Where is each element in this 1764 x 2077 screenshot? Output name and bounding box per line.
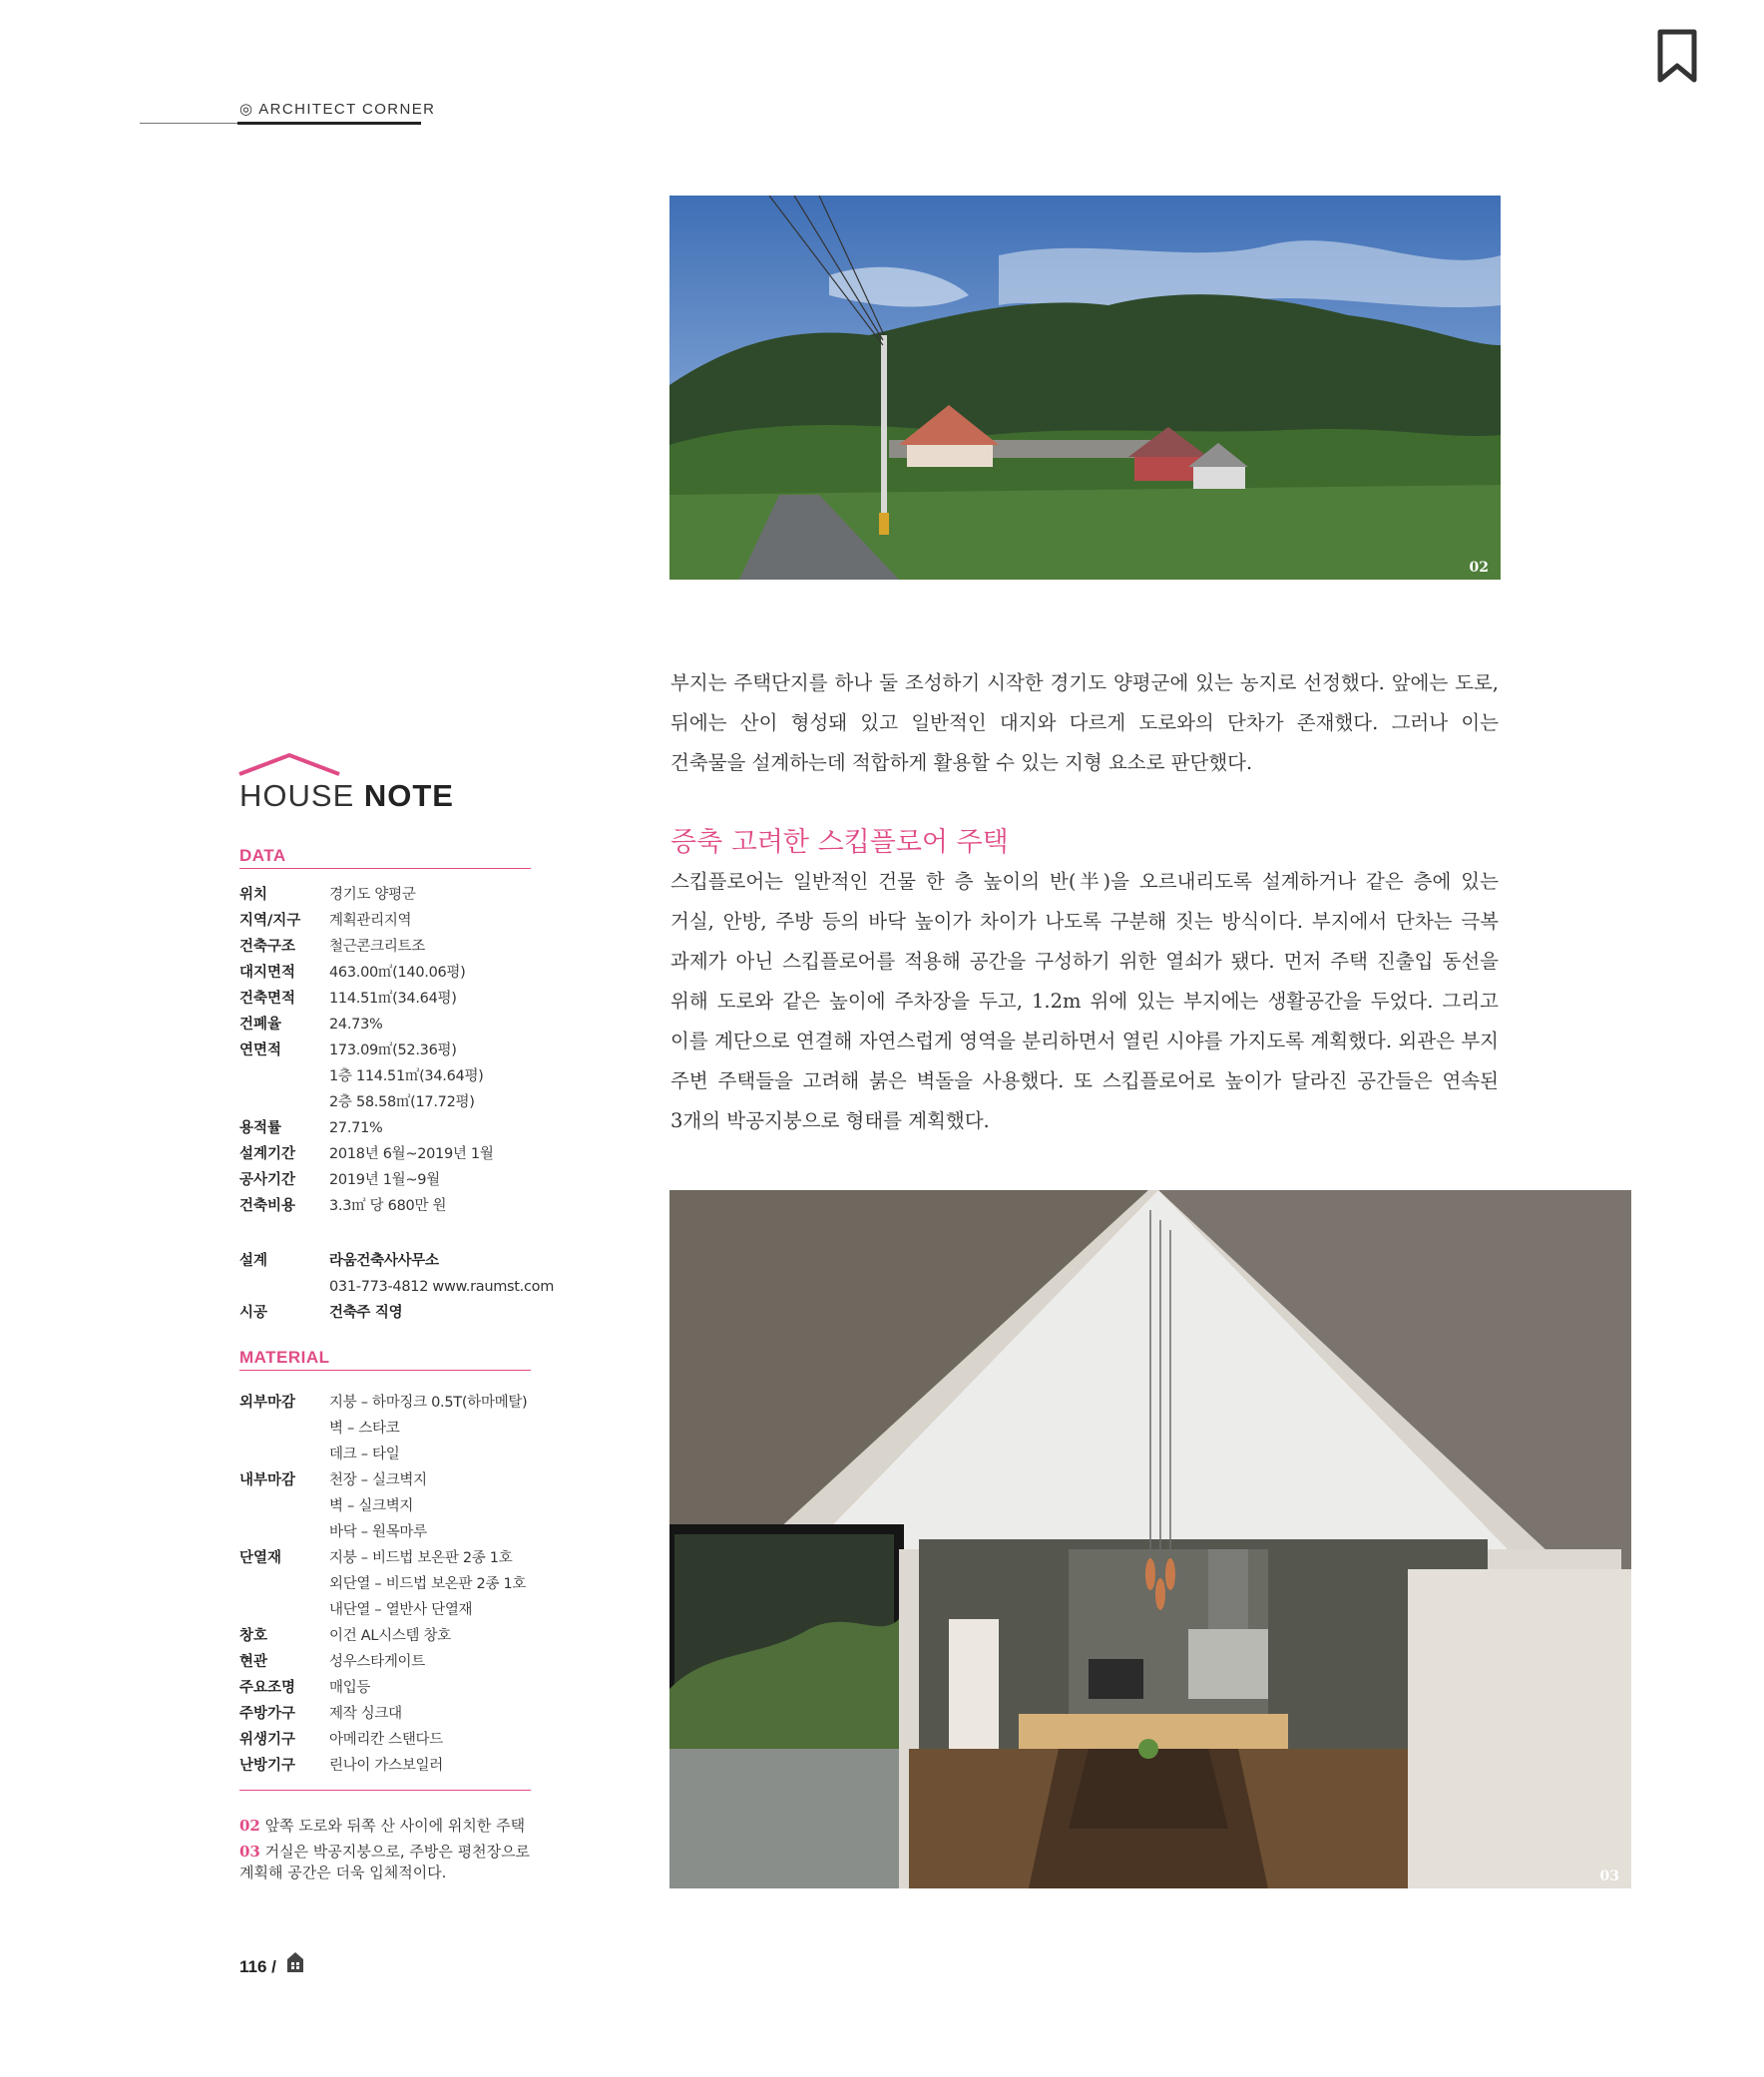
info-key: 외부마감 — [239, 1395, 296, 1411]
info-value: 지붕 – 하마징크 0.5T(하마메탈) — [329, 1395, 528, 1411]
house-note-title-light: HOUSE — [239, 778, 364, 813]
info-value: 2019년 1월~9월 — [329, 1172, 440, 1188]
info-key: 창호 — [239, 1628, 268, 1644]
info-key: 시공 — [239, 1305, 268, 1321]
data-rule — [239, 868, 531, 869]
info-value: 바닥 – 원목마루 — [329, 1524, 427, 1540]
material-rule — [239, 1370, 531, 1371]
house-note-title-bold: NOTE — [363, 778, 454, 813]
info-key: 위생기구 — [239, 1732, 296, 1748]
roof-icon — [237, 752, 341, 776]
info-key: 용적률 — [239, 1120, 282, 1136]
info-key: 건축비용 — [239, 1198, 296, 1214]
info-key: 현관 — [239, 1654, 268, 1670]
caption-text: 앞쪽 도로와 뒤쪽 산 사이에 위치한 주택 — [259, 1817, 526, 1835]
info-value: 벽 – 실크벽지 — [329, 1498, 414, 1514]
info-key: 주방가구 — [239, 1706, 296, 1722]
info-value: 지붕 – 비드법 보온판 2종 1호 — [329, 1550, 513, 1566]
house-note-title — [239, 778, 454, 814]
info-value: 031-773-4812 www.raumst.com — [329, 1279, 555, 1295]
photo-02 — [669, 196, 1501, 580]
info-value: 173.09㎡(52.36평) — [329, 1042, 457, 1058]
info-value: 1층 114.51㎡(34.64평) — [329, 1068, 484, 1084]
info-key: 단열재 — [239, 1550, 282, 1566]
caption-number: 03 — [239, 1843, 260, 1861]
caption-rule — [239, 1790, 531, 1791]
info-value: 건축주 직영 — [329, 1305, 403, 1321]
info-value: 린나이 가스보일러 — [329, 1758, 443, 1774]
caption-number: 02 — [239, 1817, 260, 1835]
info-key: 위치 — [239, 887, 268, 903]
page-number: 116 / — [239, 1957, 276, 1976]
info-value: 제작 싱크대 — [329, 1706, 402, 1722]
info-value: 벽 – 스타코 — [329, 1421, 400, 1437]
info-value: 2018년 6월~2019년 1월 — [329, 1146, 494, 1162]
info-value: 24.73% — [329, 1017, 383, 1033]
photo-number: 02 — [1469, 560, 1489, 576]
caption-03 — [239, 1842, 539, 1883]
info-value: 외단열 – 비드법 보온판 2종 1호 — [329, 1576, 527, 1592]
info-key: 건축면적 — [239, 991, 296, 1007]
info-value: 아메리칸 스탠다드 — [329, 1732, 443, 1748]
material-heading: MATERIAL — [239, 1348, 330, 1367]
info-value: 천장 – 실크벽지 — [329, 1472, 427, 1488]
info-key: 주요조명 — [239, 1680, 296, 1696]
intro-paragraph: 부지는 주택단지를 하나 둘 조성하기 시작한 경기도 양평군에 있는 농지로 선정했다. 앞에는 도로, 뒤에는 산이 형성돼 있고 일반적인 대지와 다르게 도로와의 단차가 존재했다. 그러나 이는 건축물을 설계하는데 적합하게 활용할 수 있는 지형 요소로 판단했다. — [670, 671, 1499, 774]
section-heading: 증축 고려한 스킵플로어 주택 — [670, 827, 1009, 858]
info-value: 27.71% — [329, 1120, 383, 1136]
info-value: 이건 AL시스템 창호 — [329, 1628, 451, 1644]
info-value: 463.00㎡(140.06평) — [329, 965, 466, 981]
info-value: 2층 58.58㎡(17.72평) — [329, 1094, 475, 1110]
info-value: 철근콘크리트조 — [329, 939, 425, 955]
info-value: 3.3㎡ 당 680만 원 — [329, 1198, 447, 1214]
info-value: 데크 – 타일 — [329, 1447, 400, 1462]
section-label: ◎ ARCHITECT CORNER — [239, 101, 436, 118]
info-key: 지역/지구 — [239, 913, 301, 929]
info-key: 건축구조 — [239, 939, 296, 955]
info-key: 난방기구 — [239, 1758, 296, 1774]
info-key: 설계기간 — [239, 1146, 296, 1162]
bookmark-icon[interactable] — [1654, 28, 1700, 86]
info-value: 라움건축사사무소 — [329, 1253, 439, 1269]
info-key: 내부마감 — [239, 1472, 296, 1488]
info-value: 매입등 — [329, 1680, 371, 1696]
photo-number: 03 — [1599, 1869, 1619, 1884]
info-key: 설계 — [239, 1253, 268, 1269]
info-value: 내단열 – 열반사 단열재 — [329, 1602, 473, 1618]
info-key: 연면적 — [239, 1042, 282, 1058]
info-key: 공사기간 — [239, 1172, 296, 1188]
info-value: 114.51㎡(34.64평) — [329, 991, 457, 1007]
info-key: 건폐율 — [239, 1017, 282, 1033]
info-value: 경기도 양평군 — [329, 887, 416, 903]
info-value: 성우스타게이트 — [329, 1654, 425, 1670]
house-icon — [286, 1951, 304, 1973]
header-rule-accent — [237, 122, 421, 125]
caption-text: 거실은 박공지붕으로, 주방은 평천장으로 계획해 공간은 더욱 입체적이다. — [239, 1843, 531, 1881]
data-heading: DATA — [239, 846, 286, 865]
info-value: 계획관리지역 — [329, 913, 412, 929]
info-key: 대지면적 — [239, 965, 296, 981]
caption-02 — [239, 1816, 539, 1837]
photo-03 — [669, 1190, 1631, 1888]
section-paragraph: 스킵플로어는 일반적인 건물 한 층 높이의 반(半)을 오르내리도록 설계하거나 같은 층에 있는 거실, 안방, 주방 등의 바닥 높이가 차이가 나도록 구분해 짓는 방식이다. 부지에서 단차는 극복 과제가 아닌 스킵플로어를 적용해 공간을 구성하기 위한 열쇠가 됐다. 먼저 주택 진출입 동선을 위해 도로와 같은 높이에 주차장을 두고, 1.2m 위에 있는 부지에는 생활공간을 두었다. 그리고 이를 계단으로 연결해 자연스럽게 영역을 분리하면서 열린 시야를 가지도록 계획했다. 외관은 부지 주변 주택들을 고려해 붉은 벽돌을 사용했다. 또 스킵플로어로 높이가 달라진 공간들은 연속된 3개의 박공지붕으로 형태를 계획했다. — [670, 870, 1499, 1132]
